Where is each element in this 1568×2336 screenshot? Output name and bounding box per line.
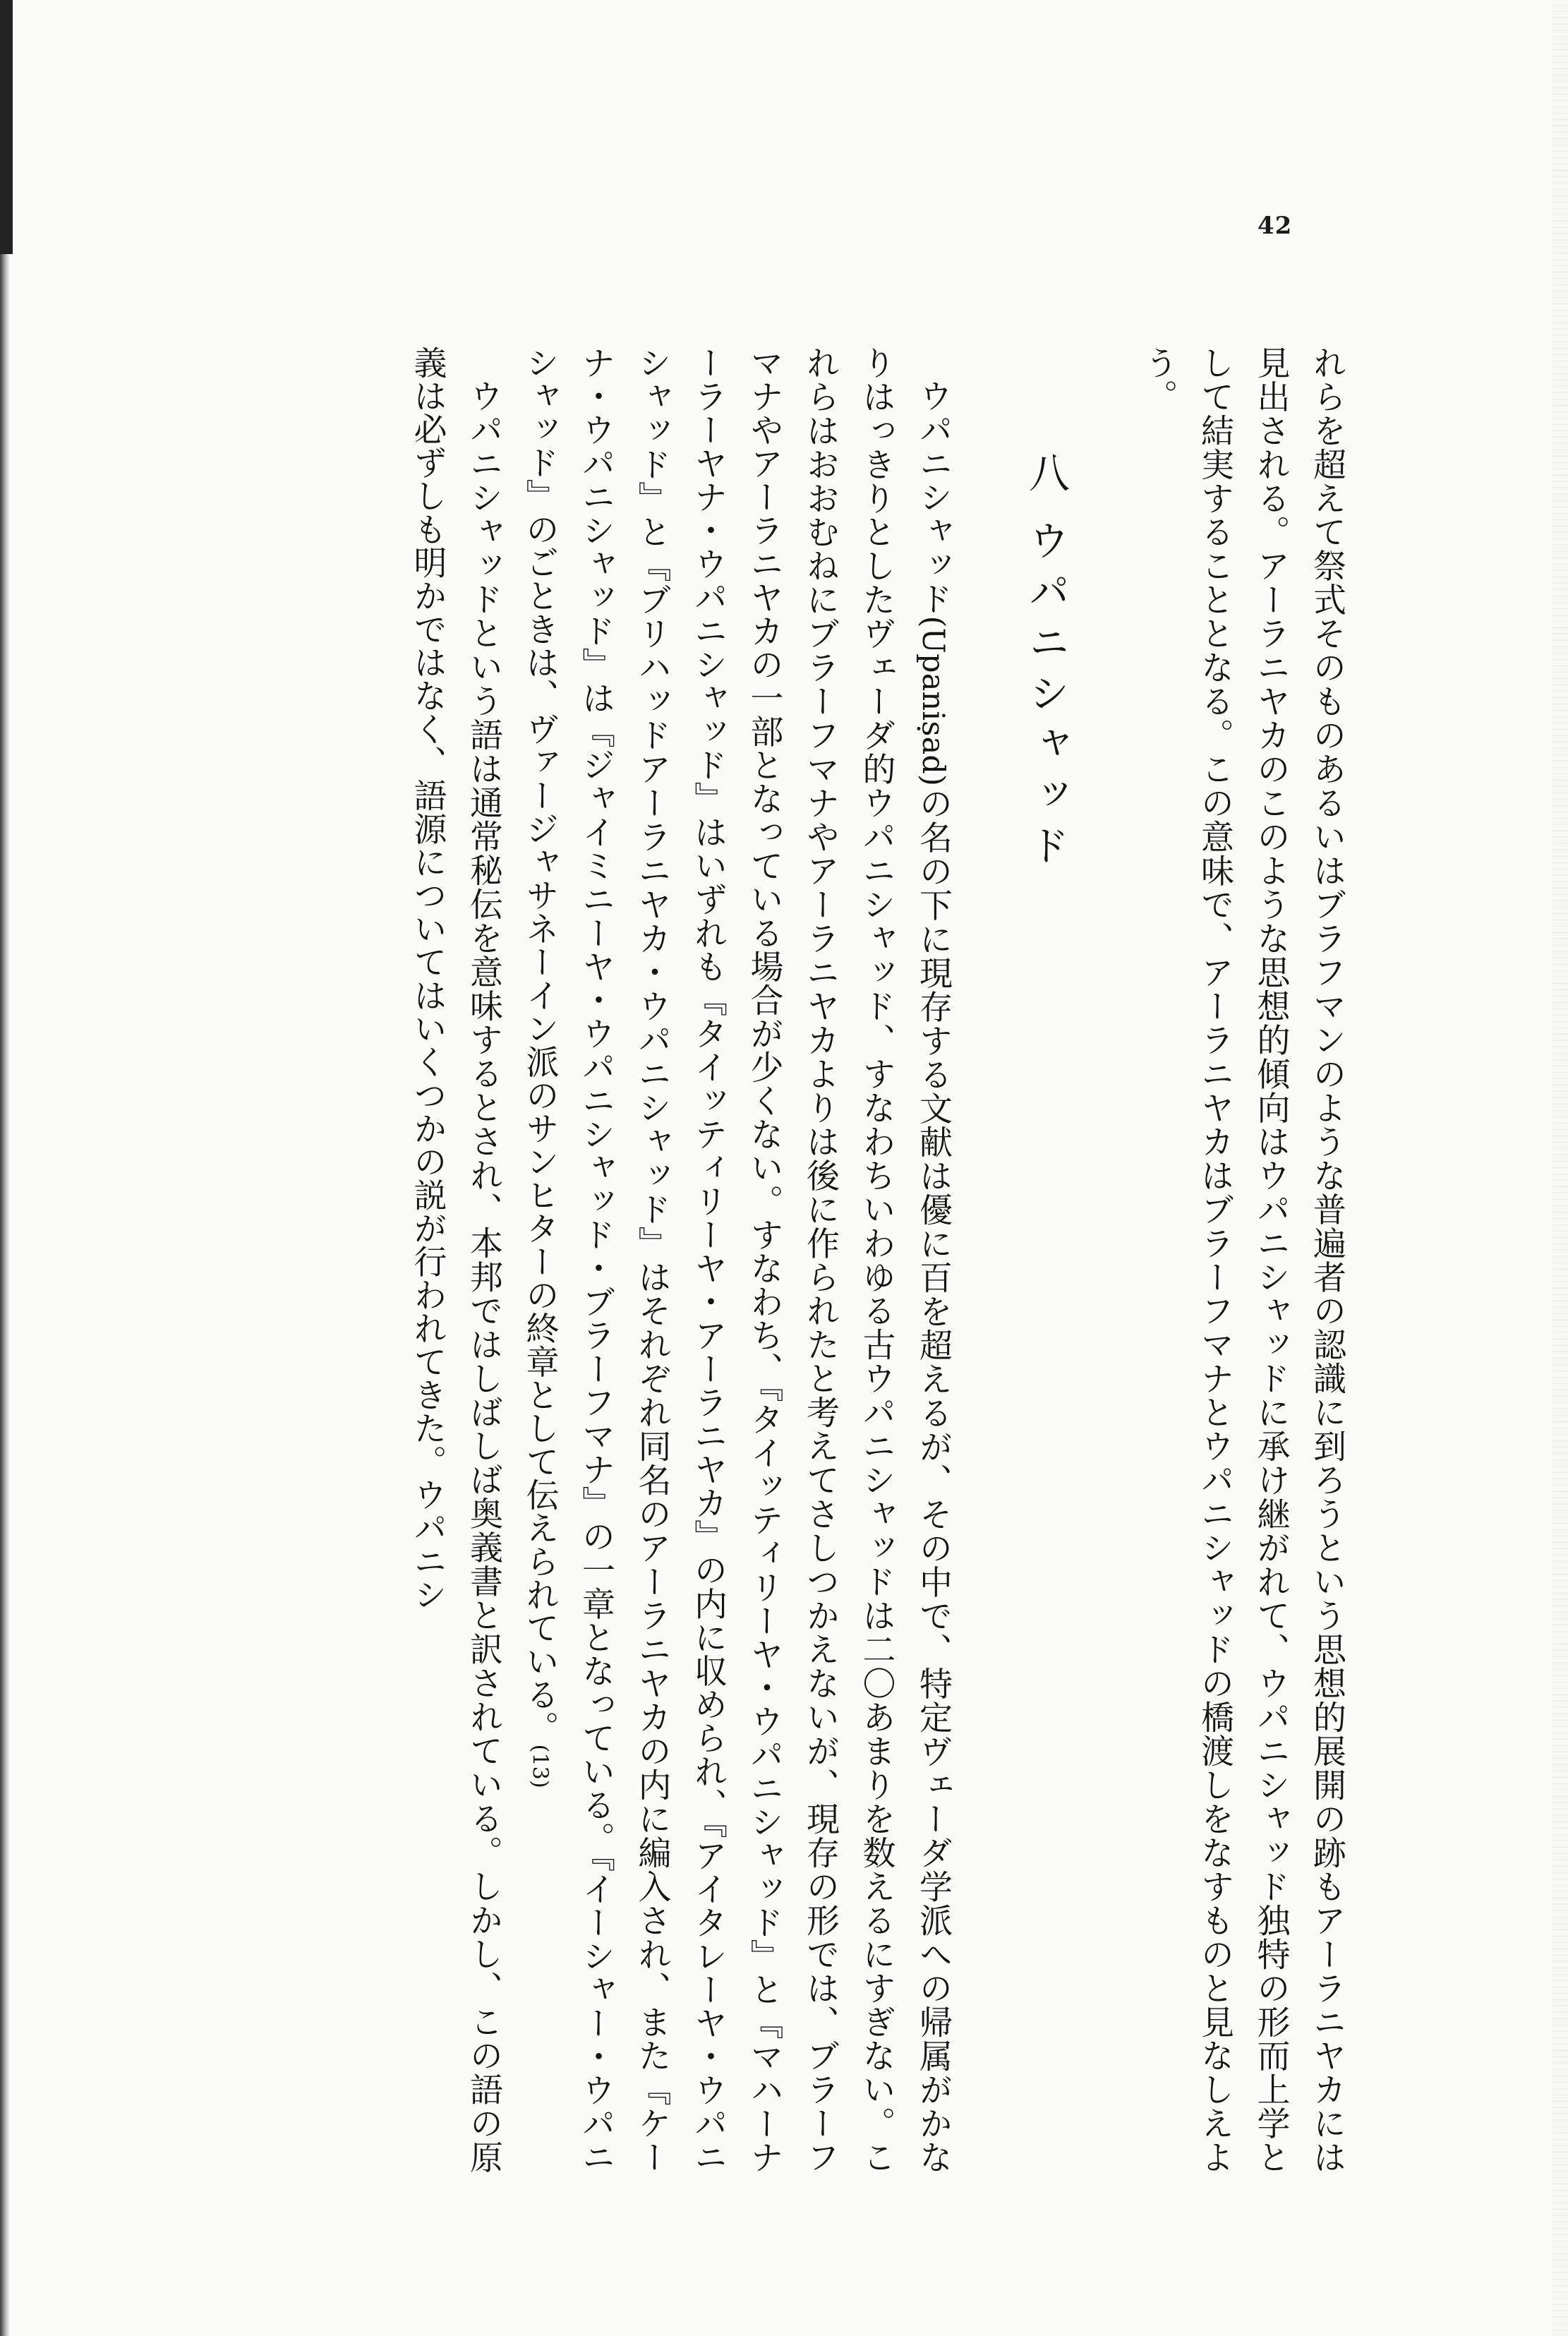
- binding-shadow: [0, 0, 10, 2336]
- sanskrit-term: (Upaniṣad): [915, 615, 951, 787]
- section-title: ウパニシャッド: [1022, 519, 1070, 875]
- binding-shadow-top: [0, 0, 13, 254]
- paragraph-body: の名の下に現存する文献は優に百を超えるが、その中で、特定ヴェーダ学派への帰属がかなりはっきりとしたヴェーダ的ウパニシャッド、すなわちいわゆる古ウパニシャッドは二〇あまりを数えるにすぎない。これらはおおむねにブラーフマナやアーラニヤカよりは後に作られたと考えてさしつかえないが、現存の形では、ブラーフマナやアーラニヤカの一部となっている場合が少くない。すなわち、『タイッティリーヤ・ウパニシャッド』と『マハーナーラーヤナ・ウパニシャッド』はいずれも『タイッティリーヤ・アーラニヤカ』の内に収められ、『アイタレーヤ・ウパニシャッド』と『ブリハッドアーラニヤカ・ウパニシャッド』はそれぞれ同名のアーラニヤカの内に編入され、また『ケーナ・ウパニシャッド』は『ジャイミニーヤ・ウパニシャッド・ブラーフマナ』の一章となっている。『イーシャー・ウパニシャッド』のごときは、ヴァージャサネーイン派のサンヒターの終章として伝えられている。: [520, 346, 953, 2174]
- page-number: 42: [1258, 212, 1293, 240]
- section-heading: [961, 346, 1130, 2174]
- paragraph-upanishad-corpus: [512, 346, 961, 2174]
- paragraph-etymology: ウパニシャッドという語は通常秘伝を意味するとされ、本邦ではしばしば奥義書と訳されている。しかし、この語の原義は必ずしも明かではなく、語源についてはいくつかの説が行われてきた。ウパニシ: [408, 346, 503, 2174]
- section-number: 八: [1022, 452, 1070, 519]
- note-reference: (13): [527, 1744, 553, 1788]
- opening-paragraph: れらを超えて祭式そのものあるいはブラフマンのような普遍者の認識に到ろうという思想的展開の跡もアーラニヤカには見出される。アーラニヤカのこのような思想的傾向はウパニシャッドに承け継がれて、ウパニシャッド独特の形而上学として結実することとなる。この意味で、アーラニヤカはブラーフマナとウパニシャッドの橋渡しをなすものと見なしえよう。: [1139, 346, 1346, 2174]
- vertical-text-block: [212, 346, 1355, 2174]
- paragraph-lead: ウパニシャッド: [914, 379, 953, 616]
- page-edge: [1552, 0, 1568, 2336]
